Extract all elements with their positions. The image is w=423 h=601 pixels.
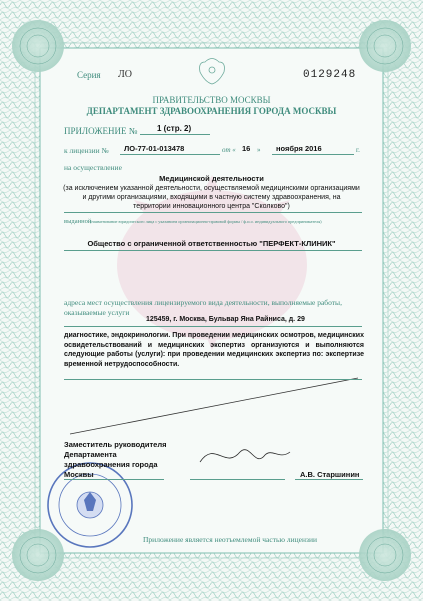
signer-name: А.В. Старшинин bbox=[300, 470, 360, 479]
date-quote: » bbox=[257, 146, 261, 154]
appendix-label: ПРИЛОЖЕНИЕ № bbox=[64, 126, 138, 136]
footer-note: Приложение является неотъемлемой частью лицензии bbox=[143, 535, 317, 544]
activity-title: Медицинской деятельности bbox=[159, 174, 264, 183]
signer-position-3: здравоохранения города bbox=[64, 460, 158, 469]
issued-to-label: выданной bbox=[64, 218, 92, 225]
activity-line-3: территории инновационного центра "Сколково") bbox=[133, 203, 290, 210]
organization-name: Общество с ограниченной ответственностью "ПЕРФЕКТ-КЛИНИК" bbox=[87, 239, 336, 248]
license-number-label: к лицензии № bbox=[64, 146, 109, 155]
signer-position-1: Заместитель руководителя bbox=[64, 440, 167, 449]
address-label-1: адреса мест осуществления лицензируемого вида деятельности, выполняемые работы, bbox=[64, 298, 342, 307]
serial-number: 0129248 bbox=[303, 69, 357, 81]
activity-label: на осуществление bbox=[64, 163, 122, 172]
date-from-label: от « bbox=[222, 146, 236, 154]
date-month-year: ноября 2016 bbox=[276, 144, 322, 153]
series-label: Серия bbox=[77, 70, 101, 80]
date-year-suffix: г. bbox=[356, 146, 360, 154]
activity-line-2: и другими организациями, входящими в частную систему здравоохранения, на bbox=[82, 194, 341, 201]
activity-line-1: (за исключением указанной деятельности, осуществляемой медицинскими организациями bbox=[63, 185, 360, 192]
appendix-line bbox=[140, 134, 210, 135]
issued-to-hint: (наименование юридического лица с указанием организационно-правовой формы / ф.и.о. индивидуального предпринимателя) bbox=[90, 219, 322, 224]
signer-position-4: Москвы bbox=[64, 470, 94, 479]
appendix-value: 1 (стр. 2) bbox=[157, 124, 192, 133]
government-title: ПРАВИТЕЛЬСТВО МОСКВЫ bbox=[152, 95, 271, 105]
signer-position-2: Департамента bbox=[64, 450, 117, 459]
date-day: 16 bbox=[242, 144, 251, 153]
services-text: диагностике, эндокринологии. При проведении медицинских осмотров, медицинских освидетельствований и медицинских экспертиз организуются и выполняются следующие работы (услуги): при проведении медицинских экспертиз по: экспертизе временной нетрудоспособности. bbox=[64, 332, 364, 368]
department-title: ДЕПАРТАМЕНТ ЗДРАВООХРАНЕНИЯ ГОРОДА МОСКВЫ bbox=[86, 106, 337, 116]
address-label-2: оказываемые услуги bbox=[64, 308, 130, 317]
address-value: 125459, г. Москва, Бульвар Яна Райниса, д. 29 bbox=[146, 316, 305, 323]
series-value: ЛО bbox=[118, 69, 133, 80]
license-number-value: ЛО-77-01-013478 bbox=[124, 144, 185, 153]
